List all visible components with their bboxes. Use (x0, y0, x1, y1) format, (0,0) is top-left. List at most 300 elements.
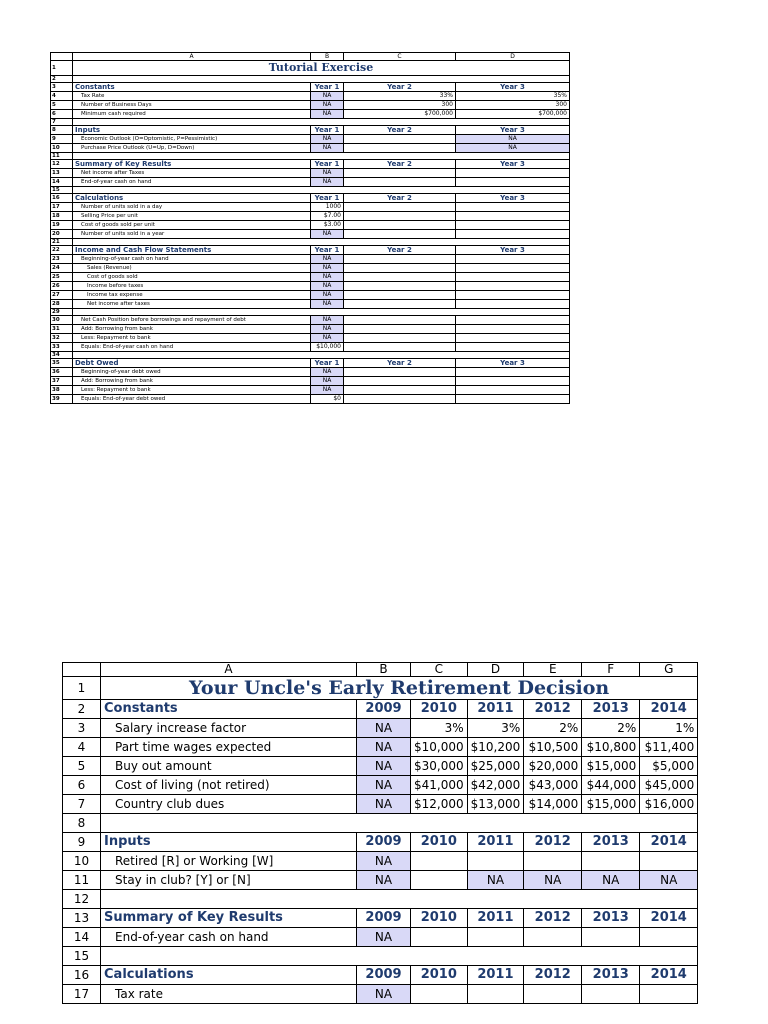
cell[interactable] (456, 169, 570, 178)
cell[interactable] (344, 386, 456, 395)
year-header[interactable]: 2011 (467, 833, 524, 852)
year-header[interactable]: 2014 (640, 966, 698, 985)
cell[interactable] (344, 325, 456, 334)
column-header-d[interactable]: D (467, 663, 524, 677)
corner-cell[interactable] (51, 53, 73, 61)
row-label[interactable]: Sales (Revenue) (73, 264, 311, 273)
row-number[interactable]: 4 (51, 92, 73, 101)
cell[interactable]: NA (311, 92, 344, 101)
row-label[interactable]: End-of-year cash on hand (101, 928, 357, 947)
row-label[interactable]: Less: Repayment to bank (73, 334, 311, 343)
row-label[interactable]: Number of units sold in a year (73, 230, 311, 239)
cell[interactable] (73, 239, 570, 246)
cell[interactable] (456, 316, 570, 325)
section-heading[interactable]: Summary of Key Results (101, 909, 357, 928)
year-header[interactable]: 2012 (524, 966, 582, 985)
cell[interactable]: NA (311, 264, 344, 273)
row-label[interactable]: Cost of living (not retired) (101, 776, 357, 795)
row-label[interactable]: Stay in club? [Y] or [N] (101, 871, 357, 890)
row-label[interactable]: Add: Borrowing from bank (73, 325, 311, 334)
section-heading[interactable]: Summary of Key Results (73, 160, 311, 169)
cell[interactable] (73, 309, 570, 316)
row-number[interactable]: 19 (51, 221, 73, 230)
row-number[interactable]: 9 (51, 135, 73, 144)
cell[interactable]: NA (640, 871, 698, 890)
cell[interactable] (456, 264, 570, 273)
row-number[interactable]: 9 (63, 833, 101, 852)
cell[interactable] (640, 928, 698, 947)
row-number[interactable]: 4 (63, 738, 101, 757)
row-label[interactable]: Less: Repayment to bank (73, 386, 311, 395)
cell[interactable] (456, 291, 570, 300)
year-header[interactable]: Year 1 (311, 126, 344, 135)
year-header[interactable]: 2009 (357, 966, 411, 985)
input-cell[interactable] (640, 852, 698, 871)
cell[interactable]: $10,800 (582, 738, 640, 757)
year-header[interactable]: 2013 (582, 966, 640, 985)
input-cell[interactable] (467, 852, 524, 871)
row-number[interactable]: 8 (51, 126, 73, 135)
table-row (63, 776, 698, 795)
year-header[interactable]: 2010 (411, 909, 468, 928)
cell[interactable]: NA (357, 852, 411, 871)
cell[interactable]: NA (311, 386, 344, 395)
row-number[interactable]: 8 (63, 814, 101, 833)
input-cell[interactable] (524, 852, 582, 871)
cell[interactable]: 1000 (311, 203, 344, 212)
row-number[interactable]: 37 (51, 377, 73, 386)
cell[interactable] (456, 203, 570, 212)
sheet-title[interactable]: Your Uncle's Early Retirement Decision (101, 677, 698, 700)
cell[interactable]: 2% (524, 719, 582, 738)
cell[interactable] (456, 325, 570, 334)
cell[interactable]: $25,000 (467, 757, 524, 776)
cell[interactable] (73, 119, 570, 126)
cell[interactable] (344, 169, 456, 178)
year-header[interactable]: 2014 (640, 909, 698, 928)
cell[interactable] (344, 135, 456, 144)
row-number[interactable]: 15 (51, 187, 73, 194)
cell[interactable]: NA (357, 871, 411, 890)
year-header[interactable]: 2009 (357, 833, 411, 852)
cell[interactable]: $10,500 (524, 738, 582, 757)
cell[interactable]: 35% (456, 92, 570, 101)
year-header[interactable]: Year 2 (344, 83, 456, 92)
cell[interactable]: NA (357, 757, 411, 776)
cell[interactable] (640, 985, 698, 1004)
row-number[interactable]: 13 (51, 169, 73, 178)
row-number[interactable]: 17 (51, 203, 73, 212)
row-label[interactable]: Country club dues (101, 795, 357, 814)
year-header[interactable]: Year 1 (311, 83, 344, 92)
cell[interactable]: NA (357, 776, 411, 795)
column-header-row (63, 663, 698, 677)
row-label[interactable]: Beginning-of-year debt owed (73, 368, 311, 377)
cell[interactable] (344, 282, 456, 291)
year-header[interactable]: Year 3 (456, 83, 570, 92)
section-heading[interactable]: Inputs (73, 126, 311, 135)
cell[interactable] (344, 230, 456, 239)
cell[interactable] (411, 928, 468, 947)
row-label[interactable]: Part time wages expected (101, 738, 357, 757)
cell[interactable]: NA (311, 300, 344, 309)
sheet-title[interactable]: Tutorial Exercise (73, 61, 570, 76)
cell[interactable]: NA (311, 255, 344, 264)
cell[interactable]: $43,000 (524, 776, 582, 795)
cell[interactable]: NA (311, 230, 344, 239)
cell[interactable] (582, 985, 640, 1004)
year-header[interactable]: 2010 (411, 833, 468, 852)
cell[interactable]: $45,000 (640, 776, 698, 795)
cell[interactable] (456, 230, 570, 239)
cell[interactable] (524, 928, 582, 947)
row-label[interactable]: Number of Business Days (73, 101, 311, 110)
cell[interactable]: NA (357, 795, 411, 814)
year-header[interactable]: Year 2 (344, 160, 456, 169)
row-label[interactable]: Net Cash Position before borrowings and repayment of debt (73, 316, 311, 325)
row-number[interactable]: 26 (51, 282, 73, 291)
cell[interactable]: $42,000 (467, 776, 524, 795)
cell[interactable]: $700,000 (344, 110, 456, 119)
cell[interactable]: NA (467, 871, 524, 890)
cell[interactable]: $5,000 (640, 757, 698, 776)
cell[interactable] (456, 178, 570, 187)
year-header[interactable]: 2014 (640, 833, 698, 852)
cell[interactable] (524, 985, 582, 1004)
cell[interactable] (101, 890, 698, 909)
cell[interactable] (344, 264, 456, 273)
cell[interactable] (456, 221, 570, 230)
row-label[interactable]: Retired [R] or Working [W] (101, 852, 357, 871)
cell[interactable]: $20,000 (524, 757, 582, 776)
row-number[interactable]: 36 (51, 368, 73, 377)
cell[interactable]: NA (311, 169, 344, 178)
cell[interactable] (101, 947, 698, 966)
row-label[interactable]: Tax rate (101, 985, 357, 1004)
cell[interactable] (456, 273, 570, 282)
cell[interactable]: NA (311, 325, 344, 334)
row-number[interactable]: 3 (51, 83, 73, 92)
column-header-d[interactable]: D (456, 53, 570, 61)
cell[interactable]: $15,000 (582, 795, 640, 814)
section-heading[interactable]: Constants (73, 83, 311, 92)
column-header-f[interactable]: F (582, 663, 640, 677)
row-number[interactable]: 16 (63, 966, 101, 985)
cell[interactable]: 300 (344, 101, 456, 110)
cell[interactable]: NA (524, 871, 582, 890)
section-heading[interactable]: Inputs (101, 833, 357, 852)
year-header[interactable]: Year 2 (344, 126, 456, 135)
row-number[interactable]: 31 (51, 325, 73, 334)
row-number[interactable]: 1 (51, 61, 73, 76)
year-header[interactable]: 2014 (640, 700, 698, 719)
row-number[interactable]: 11 (63, 871, 101, 890)
year-header[interactable]: Year 1 (311, 246, 344, 255)
input-cell[interactable] (582, 852, 640, 871)
row-number[interactable]: 13 (63, 909, 101, 928)
row-number[interactable]: 1 (63, 677, 101, 700)
row-number[interactable]: 21 (51, 239, 73, 246)
year-header[interactable]: Year 2 (344, 246, 456, 255)
column-header-b[interactable]: B (311, 53, 344, 61)
cell[interactable]: $16,000 (640, 795, 698, 814)
cell[interactable] (344, 144, 456, 153)
row-number[interactable]: 16 (51, 194, 73, 203)
year-header[interactable]: Year 3 (456, 246, 570, 255)
cell[interactable]: NA (311, 110, 344, 119)
cell[interactable] (344, 300, 456, 309)
row-label[interactable]: Income before taxes (73, 282, 311, 291)
year-header[interactable]: Year 3 (456, 126, 570, 135)
row-label[interactable]: Equals: End-of-year debt owed (73, 395, 311, 404)
cell[interactable]: NA (311, 135, 344, 144)
cell[interactable] (582, 928, 640, 947)
row-number[interactable]: 11 (51, 153, 73, 160)
cell[interactable] (456, 343, 570, 352)
cell[interactable]: $700,000 (456, 110, 570, 119)
row-number[interactable]: 24 (51, 264, 73, 273)
year-header[interactable]: 2013 (582, 700, 640, 719)
cell[interactable]: $44,000 (582, 776, 640, 795)
cell[interactable] (456, 255, 570, 264)
cell[interactable] (344, 255, 456, 264)
row-number[interactable]: 6 (51, 110, 73, 119)
cell[interactable] (344, 291, 456, 300)
cell[interactable]: 300 (456, 101, 570, 110)
year-header[interactable]: Year 3 (456, 160, 570, 169)
year-header[interactable]: Year 1 (311, 359, 344, 368)
row-number[interactable]: 23 (51, 255, 73, 264)
cell[interactable] (344, 273, 456, 282)
row-number[interactable]: 22 (51, 246, 73, 255)
row-number[interactable]: 10 (63, 852, 101, 871)
row-number[interactable]: 38 (51, 386, 73, 395)
cell[interactable] (73, 187, 570, 194)
cell[interactable] (344, 334, 456, 343)
cell[interactable]: NA (357, 719, 411, 738)
row-number[interactable]: 29 (51, 309, 73, 316)
row-number[interactable]: 33 (51, 343, 73, 352)
row-label[interactable]: Economic Outlook (O=Optomistic, P=Pessimistic) (73, 135, 311, 144)
cell[interactable] (344, 178, 456, 187)
row-number[interactable]: 14 (63, 928, 101, 947)
year-header[interactable]: 2009 (357, 909, 411, 928)
cell[interactable]: 1% (640, 719, 698, 738)
row-number[interactable]: 39 (51, 395, 73, 404)
input-cell[interactable] (411, 871, 468, 890)
section-heading[interactable]: Calculations (101, 966, 357, 985)
cell[interactable]: NA (311, 316, 344, 325)
cell[interactable] (456, 212, 570, 221)
input-cell[interactable] (411, 852, 468, 871)
column-header-c[interactable]: C (411, 663, 468, 677)
cell[interactable]: NA (311, 178, 344, 187)
section-heading[interactable]: Constants (101, 700, 357, 719)
year-header[interactable]: Year 2 (344, 194, 456, 203)
cell[interactable] (344, 203, 456, 212)
row-label[interactable]: Add: Borrowing from bank (73, 377, 311, 386)
cell[interactable]: 3% (411, 719, 468, 738)
year-header[interactable]: Year 3 (456, 194, 570, 203)
cell[interactable] (456, 386, 570, 395)
cell[interactable]: NA (311, 368, 344, 377)
cell[interactable]: NA (357, 738, 411, 757)
row-label[interactable]: Net income after taxes (73, 300, 311, 309)
year-header[interactable]: 2010 (411, 700, 468, 719)
cell[interactable] (411, 985, 468, 1004)
row-number[interactable]: 12 (63, 890, 101, 909)
cell[interactable] (344, 212, 456, 221)
cell[interactable] (456, 282, 570, 291)
cell[interactable] (467, 928, 524, 947)
row-label[interactable]: Buy out amount (101, 757, 357, 776)
year-header[interactable]: Year 1 (311, 194, 344, 203)
cell[interactable]: $10,000 (411, 738, 468, 757)
row-number[interactable]: 2 (63, 700, 101, 719)
row-number[interactable]: 2 (51, 76, 73, 83)
cell[interactable] (73, 153, 570, 160)
cell[interactable]: 2% (582, 719, 640, 738)
section-heading[interactable]: Income and Cash Flow Statements (73, 246, 311, 255)
row-label[interactable]: Minimum cash required (73, 110, 311, 119)
year-header[interactable]: 2011 (467, 909, 524, 928)
row-number[interactable]: 10 (51, 144, 73, 153)
row-number[interactable]: 12 (51, 160, 73, 169)
cell[interactable]: $10,000 (311, 343, 344, 352)
cell[interactable] (344, 316, 456, 325)
year-header[interactable]: Year 3 (456, 359, 570, 368)
cell[interactable] (456, 395, 570, 404)
row-label[interactable]: Salary increase factor (101, 719, 357, 738)
row-number[interactable]: 32 (51, 334, 73, 343)
year-header[interactable]: 2011 (467, 700, 524, 719)
cell[interactable]: $13,000 (467, 795, 524, 814)
cell[interactable] (344, 343, 456, 352)
cell[interactable]: NA (582, 871, 640, 890)
year-header[interactable]: 2012 (524, 700, 582, 719)
row-number[interactable]: 6 (63, 776, 101, 795)
cell[interactable]: NA (311, 282, 344, 291)
row-number[interactable]: 27 (51, 291, 73, 300)
row-number[interactable]: 25 (51, 273, 73, 282)
year-header[interactable]: 2012 (524, 909, 582, 928)
cell[interactable]: $30,000 (411, 757, 468, 776)
cell[interactable]: NA (311, 273, 344, 282)
row-number[interactable]: 30 (51, 316, 73, 325)
row-1 (63, 677, 698, 700)
row-label[interactable]: End-of-year cash on hand (73, 178, 311, 187)
cell[interactable]: NA (311, 334, 344, 343)
row-number[interactable]: 7 (63, 795, 101, 814)
section-header-row (51, 246, 570, 255)
cell[interactable] (456, 334, 570, 343)
column-header-b[interactable]: B (357, 663, 411, 677)
cell[interactable]: NA (456, 135, 570, 144)
row-label[interactable]: Income tax expense (73, 291, 311, 300)
year-header[interactable]: 2013 (582, 833, 640, 852)
cell[interactable]: NA (357, 985, 411, 1004)
cell[interactable]: $0 (311, 395, 344, 404)
cell[interactable] (344, 395, 456, 404)
cell[interactable]: NA (357, 928, 411, 947)
cell[interactable]: $14,000 (524, 795, 582, 814)
cell[interactable]: NA (311, 377, 344, 386)
row-label[interactable]: Net income after Taxes (73, 169, 311, 178)
cell[interactable] (456, 300, 570, 309)
row-number[interactable]: 5 (51, 101, 73, 110)
cell[interactable] (73, 76, 570, 83)
corner-cell[interactable] (63, 663, 101, 677)
year-header[interactable]: 2009 (357, 700, 411, 719)
cell[interactable]: NA (311, 291, 344, 300)
cell[interactable] (456, 377, 570, 386)
cell[interactable] (456, 368, 570, 377)
cell[interactable] (344, 221, 456, 230)
cell[interactable] (344, 377, 456, 386)
cell[interactable]: $12,000 (411, 795, 468, 814)
year-header[interactable]: 2013 (582, 909, 640, 928)
row-number[interactable]: 34 (51, 352, 73, 359)
row-label[interactable]: Number of units sold in a day (73, 203, 311, 212)
row-label[interactable]: Tax Rate (73, 92, 311, 101)
row-label[interactable]: Selling Price per unit (73, 212, 311, 221)
cell[interactable] (73, 352, 570, 359)
year-header[interactable]: Year 1 (311, 160, 344, 169)
cell[interactable] (467, 985, 524, 1004)
cell[interactable]: $3.00 (311, 221, 344, 230)
row-label[interactable]: Purchase Price Outlook (U=Up, D=Down) (73, 144, 311, 153)
row-number[interactable]: 17 (63, 985, 101, 1004)
cell[interactable]: NA (311, 144, 344, 153)
row-number[interactable]: 14 (51, 178, 73, 187)
column-header-a[interactable]: A (101, 663, 357, 677)
cell[interactable] (344, 368, 456, 377)
year-header[interactable]: 2011 (467, 966, 524, 985)
row-number[interactable]: 7 (51, 119, 73, 126)
year-header[interactable]: 2010 (411, 966, 468, 985)
cell[interactable]: NA (456, 144, 570, 153)
cell[interactable]: $10,200 (467, 738, 524, 757)
row-number[interactable]: 20 (51, 230, 73, 239)
section-heading[interactable]: Calculations (73, 194, 311, 203)
cell[interactable]: $41,000 (411, 776, 468, 795)
row-label[interactable]: Cost of goods sold per unit (73, 221, 311, 230)
year-header[interactable]: Year 2 (344, 359, 456, 368)
cell[interactable]: NA (311, 101, 344, 110)
year-header[interactable]: 2012 (524, 833, 582, 852)
column-header-e[interactable]: E (524, 663, 582, 677)
row-number[interactable]: 5 (63, 757, 101, 776)
cell[interactable]: 3% (467, 719, 524, 738)
row-number[interactable]: 18 (51, 212, 73, 221)
row-number[interactable]: 15 (63, 947, 101, 966)
cell[interactable]: 33% (344, 92, 456, 101)
row-number[interactable]: 28 (51, 300, 73, 309)
row-number[interactable]: 35 (51, 359, 73, 368)
row-label[interactable]: Beginning-of-year cash on hand (73, 255, 311, 264)
column-header-c[interactable]: C (344, 53, 456, 61)
column-header-a[interactable]: A (73, 53, 311, 61)
row-number[interactable]: 3 (63, 719, 101, 738)
row-label[interactable]: Equals: End-of-year cash on hand (73, 343, 311, 352)
column-header-g[interactable]: G (640, 663, 698, 677)
cell[interactable]: $11,400 (640, 738, 698, 757)
section-heading[interactable]: Debt Owed (73, 359, 311, 368)
cell[interactable]: $15,000 (582, 757, 640, 776)
cell[interactable] (101, 814, 698, 833)
cell[interactable]: $7.00 (311, 212, 344, 221)
row-label[interactable]: Cost of goods sold (73, 273, 311, 282)
